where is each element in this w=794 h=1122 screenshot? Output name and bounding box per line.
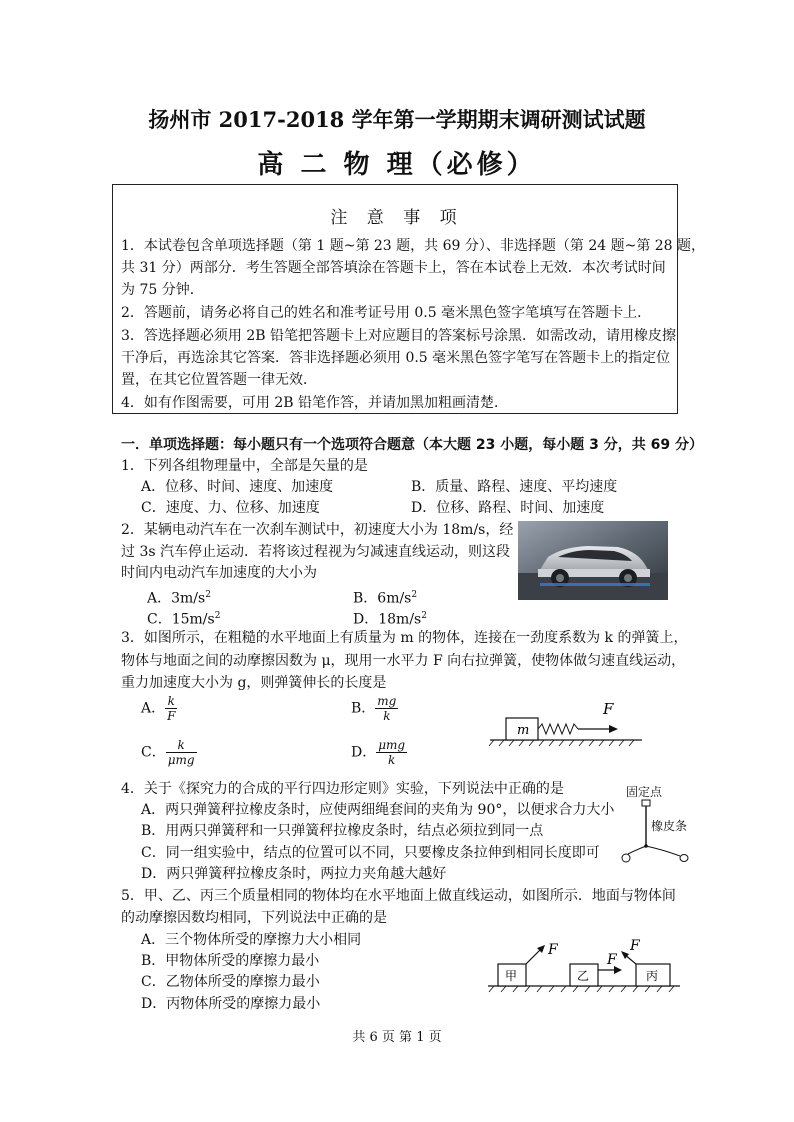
notice-line: 干净后，再选涂其它答案．答非选择题必须用 0.5 毫米黑色签字笔写在答题卡上的指定位: [121, 350, 671, 366]
q4-option-b: B．用两只弹簧秤和一只弹簧秤拉橡皮条时，结点必须拉到同一点: [141, 823, 544, 839]
force-label: F: [630, 938, 640, 954]
force-arrow: [609, 725, 618, 733]
fraction: [375, 694, 398, 723]
numerator: k: [166, 738, 197, 753]
q3-line: 物体与地面之间的动摩擦因数为 μ，现用一水平力 F 向右拉弹簧，使物体做匀速直线运动，: [121, 653, 686, 669]
notice-line: 3．答选择题必须用 2B 铅笔把答题卡上对应题目的答案标号涂黑．如需改动，请用橡皮擦: [121, 328, 677, 344]
denominator: k: [383, 709, 391, 723]
q2-option-d: [353, 606, 427, 630]
mass-label: m: [517, 723, 530, 738]
q2-line: 2．某辆电动汽车在一次刹车测试中，初速度大小为 18m/s，经: [121, 522, 514, 538]
q2-option-b-text: B．6m/s: [353, 590, 412, 607]
q3-line: 重力加速度大小为 g，则弹簧伸长的长度是: [121, 675, 387, 691]
numerator: mg: [377, 694, 397, 708]
q1-stem: 1．下列各组物理量中，全部是矢量的是: [121, 458, 368, 474]
q1-option-d: D．位移、路程、时间、加速度: [411, 500, 605, 516]
q4-option-d: D．两只弹簧秤拉橡皮条时，两拉力夹角越大越好: [141, 866, 447, 882]
car-photo: [518, 521, 668, 600]
spring: [538, 724, 578, 734]
block-jia-label: 甲: [505, 969, 518, 983]
section-heading: 一．单项选择题：每小题只有一个选项符合题意（本大题 23 小题，每小题 3 分，共 69 分）: [121, 437, 703, 453]
block-bing-label: 丙: [646, 969, 659, 983]
superscript: 2: [205, 590, 211, 600]
q1-option-c: C．速度、力、位移、加速度: [141, 500, 320, 516]
spring-block-figure: [486, 696, 646, 748]
denominator: k: [388, 753, 396, 767]
q2-option-c: [147, 606, 220, 630]
page-footer: 共 6 页 第 1 页: [352, 1030, 442, 1045]
force-label: F: [603, 700, 614, 718]
q2-option-c-text: C．15m/s: [147, 611, 215, 628]
fraction: [376, 738, 407, 767]
superscript: 2: [421, 611, 427, 621]
numerator: μmg: [378, 738, 406, 752]
q3-option-d: [351, 738, 407, 767]
q1-option-a: A．位移、时间、速度、加速度: [141, 479, 334, 495]
q3-line: 3．如图所示，在粗糙的水平地面上有质量为 m 的物体，连接在一劲度系数为 k 的弹簧上，: [121, 630, 688, 646]
notice-line: 2．答题前，请务必将自己的姓名和准考证号用 0.5 毫米黑色签字笔填写在答题卡上．: [121, 305, 652, 321]
q2-line: 过 3s 汽车停止运动．若将该过程视为匀减速直线运动，则这段: [121, 544, 510, 560]
superscript: 2: [214, 611, 221, 621]
notice-heading: 注 意 事 项: [330, 208, 464, 228]
ground-hatching: [489, 986, 674, 992]
q2-option-d-text: D．18m/s: [353, 611, 422, 628]
notice-line: 4．如有作图需要，可用 2B 铅笔作答，并请加黑加粗画清楚．: [121, 395, 509, 411]
exam-title: 扬州市 2017-2018 学年第一学期期末调研测试试题: [148, 107, 646, 132]
notice-line: 共 31 分）两部分．考生答题全部答填涂在答题卡上，答在本试卷上无效．本次考试时间: [121, 260, 666, 276]
denominator: μmg: [167, 753, 195, 767]
option-label: C．: [141, 744, 166, 761]
q4-option-c: C．同一组实验中，结点的位置可以不同，只要橡皮条拉伸到相同长度即可: [141, 845, 600, 861]
q4-option-a: A．两只弹簧秤拉橡皮条时，应使两细绳套间的夹角为 90°，以便求合力大小: [141, 802, 615, 818]
q5-option-b: B．甲物体所受的摩擦力最小: [141, 953, 320, 969]
superscript: 2: [411, 590, 418, 600]
force-label: F: [548, 942, 558, 958]
q5-option-c: C．乙物体所受的摩擦力最小: [141, 974, 320, 990]
numerator: k: [165, 694, 177, 709]
notice-line: 置，在其它位置答题一律无效．: [121, 372, 317, 388]
q2-option-a-text: A．3m/s: [147, 590, 206, 607]
fraction: [165, 694, 177, 723]
ground-hatching: [489, 740, 634, 746]
block-yi-label: 乙: [577, 969, 590, 983]
q3-option-a: [141, 694, 177, 723]
q4-stem: 4．关于《探究力的合成的平行四边形定则》实验，下列说法中正确的是: [121, 781, 564, 797]
q5-option-a: A．三个物体所受的摩擦力大小相同: [141, 932, 362, 948]
q5-option-d: D．丙物体所受的摩擦力最小: [141, 996, 321, 1012]
q5-line: 5．甲、乙、丙三个质量相同的物体均在水平地面上做直线运动，如图所示．地面与物体间: [121, 888, 676, 904]
exam-subtitle: 高 二 物 理（必修）: [257, 150, 537, 180]
q3-option-c: [141, 738, 197, 767]
three-blocks-figure: [486, 936, 682, 994]
option-label: A．: [141, 700, 166, 717]
q3-option-b: [351, 694, 398, 723]
q5-line: 的动摩擦因数均相同，下列说法中正确的是: [121, 910, 387, 926]
q2-line: 时间内电动汽车加速度的大小为: [121, 565, 317, 581]
notice-line: 1．本试卷包含单项选择题（第 1 题~第 23 题，共 69 分）、非选择题（第 24 题~第 28 题，: [121, 238, 706, 254]
notice-line: 为 75 分钟．: [121, 282, 204, 298]
rubber-band-figure: [618, 798, 698, 870]
denominator: F: [167, 709, 176, 723]
fixed-point-label: 固定点: [626, 785, 663, 799]
option-label: B．: [351, 700, 376, 717]
fraction: [166, 738, 197, 767]
force-label: F: [607, 952, 617, 968]
option-label: D．: [351, 744, 377, 761]
q1-option-b: B．质量、路程、速度、平均速度: [411, 479, 618, 495]
rubber-band-label: 橡皮条: [651, 819, 688, 833]
